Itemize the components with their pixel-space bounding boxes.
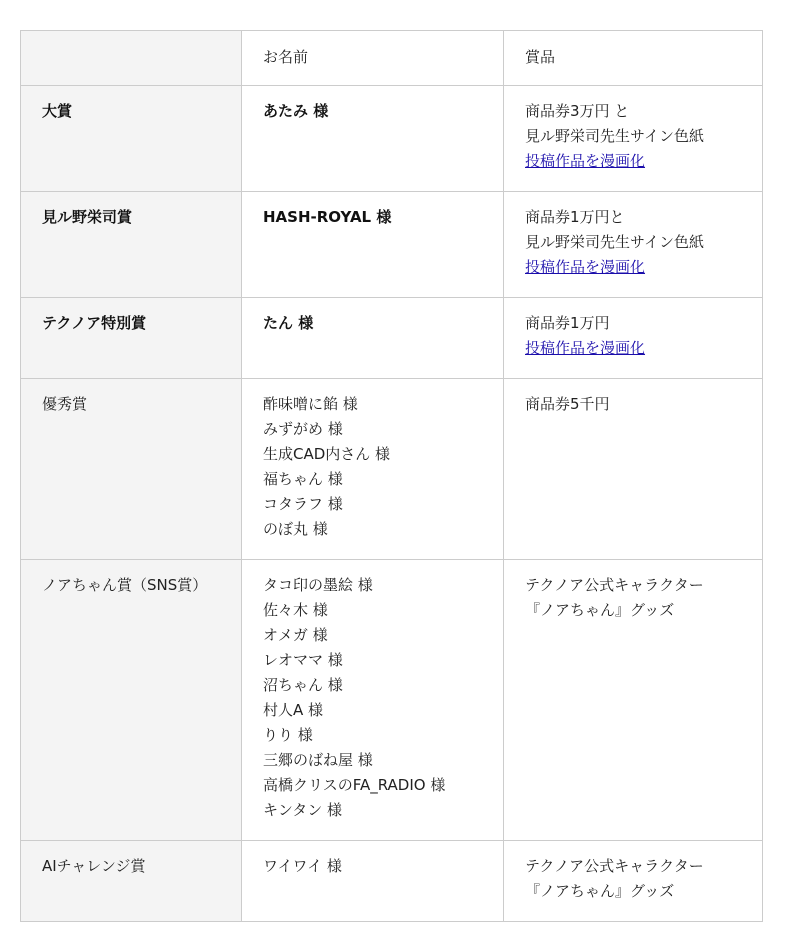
winner-name: コタラフ 様 (263, 495, 343, 513)
manga-adaptation-link[interactable]: 投稿作品を漫画化 (525, 258, 646, 276)
winner-name: みずがめ 様 (263, 420, 343, 438)
winner-names-cell (242, 298, 504, 379)
winner-name: たん 様 (263, 314, 314, 332)
winner-name: レオママ 様 (263, 651, 343, 669)
winner-name: オメガ 様 (263, 626, 328, 644)
table-row (21, 841, 763, 922)
winner-name: 生成CAD内さん 様 (263, 445, 391, 463)
winner-name: タコ印の墨絵 様 (263, 576, 373, 594)
prize-line: 商品券5千円 (525, 395, 610, 413)
table-row (21, 298, 763, 379)
winner-name: 酢味噌に餡 様 (263, 395, 358, 413)
prize-line: テクノア公式キャラクター (525, 857, 704, 875)
prize-line: 『ノアちゃん』グッズ (525, 601, 675, 619)
winner-names-cell (242, 560, 504, 841)
prize-line: 商品券3万円 と (525, 102, 630, 120)
award-name-cell: 見ル野栄司賞 (21, 192, 242, 298)
header-name-cell: お名前 (242, 31, 504, 86)
prize-cell (504, 379, 763, 560)
winner-name: 三郷のばね屋 様 (263, 751, 373, 769)
prize-cell (504, 86, 763, 192)
award-name-cell: AIチャレンジ賞 (21, 841, 242, 922)
winner-name: 高橋クリスのFA_RADIO 様 (263, 776, 446, 794)
manga-adaptation-link[interactable]: 投稿作品を漫画化 (525, 152, 646, 170)
prize-line: 商品券1万円 (525, 314, 610, 332)
award-name-cell: 優秀賞 (21, 379, 242, 560)
winner-name: りり 様 (263, 726, 313, 744)
winner-name: ワイワイ 様 (263, 857, 342, 875)
award-name-cell: 大賞 (21, 86, 242, 192)
winner-name: 村人A 様 (263, 701, 324, 719)
winner-name: 佐々木 様 (263, 601, 328, 619)
header-prize-cell: 賞品 (504, 31, 763, 86)
prize-cell (504, 841, 763, 922)
manga-link-line (525, 255, 742, 280)
prize-line: 『ノアちゃん』グッズ (525, 882, 675, 900)
prize-cell (504, 298, 763, 379)
winner-name: キンタン 様 (263, 801, 343, 819)
winner-names-cell (242, 379, 504, 560)
awards-table-body (21, 31, 763, 922)
prize-line: テクノア公式キャラクター (525, 576, 704, 594)
prize-line: 見ル野栄司先生サイン色紙 (525, 127, 704, 145)
manga-link-line (525, 149, 742, 174)
table-row (21, 192, 763, 298)
prize-line: 見ル野栄司先生サイン色紙 (525, 233, 704, 251)
winner-names-cell (242, 192, 504, 298)
winner-names-cell (242, 86, 504, 192)
winner-name: あたみ 様 (263, 102, 329, 120)
winner-name: 沼ちゃん 様 (263, 676, 343, 694)
table-row (21, 560, 763, 841)
table-row (21, 379, 763, 560)
table-row (21, 86, 763, 192)
prize-line: 商品券1万円と (525, 208, 625, 226)
winner-name: HASH-ROYAL 様 (263, 208, 392, 226)
awards-table (20, 30, 763, 922)
award-name-cell: テクノア特別賞 (21, 298, 242, 379)
header-award-cell (21, 31, 242, 86)
winner-name: 福ちゃん 様 (263, 470, 343, 488)
winner-names-cell (242, 841, 504, 922)
winner-name: のぼ丸 様 (263, 520, 328, 538)
manga-link-line (525, 336, 742, 361)
prize-cell (504, 560, 763, 841)
award-name-cell: ノアちゃん賞（SNS賞） (21, 560, 242, 841)
manga-adaptation-link[interactable]: 投稿作品を漫画化 (525, 339, 646, 357)
table-header-row (21, 31, 763, 86)
prize-cell (504, 192, 763, 298)
